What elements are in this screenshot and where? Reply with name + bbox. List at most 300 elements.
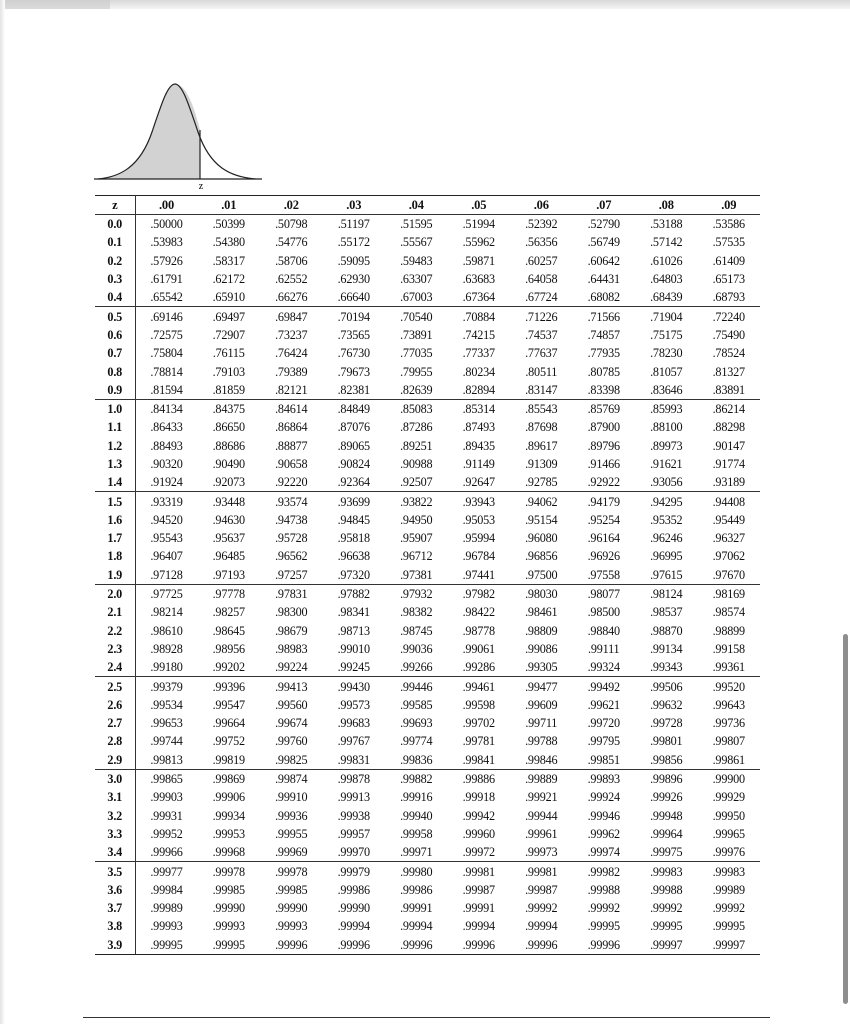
probability-cell: .72575 (150, 327, 183, 342)
probability-cell: .99942 (462, 808, 495, 823)
probability-cell: .50798 (275, 217, 308, 232)
z-value-cell: 2.3 (95, 640, 135, 658)
z-value-cell: 1.9 (95, 566, 135, 585)
probability-cell: .99989 (150, 901, 183, 916)
probability-cell: .97257 (275, 567, 308, 582)
table-row (95, 769, 760, 788)
column-header: .02 (260, 196, 323, 215)
probability-cell: .99882 (385, 769, 448, 788)
probability-cell: .99995 (712, 919, 745, 934)
probability-cell: .82121 (275, 382, 308, 397)
probability-cell: .53188 (650, 217, 683, 232)
probability-cell: .87900 (587, 420, 620, 435)
table-row (95, 677, 760, 696)
probability-cell: .94845 (337, 512, 370, 527)
z-value-cell: 3.9 (95, 936, 135, 955)
table-row (95, 233, 760, 251)
probability-cell: .58706 (275, 253, 308, 268)
table-row (95, 917, 760, 935)
z-value-cell: 1.0 (95, 399, 135, 418)
probability-cell: .99997 (635, 936, 698, 955)
probability-cell: .99958 (400, 826, 433, 841)
probability-cell: .85314 (448, 399, 511, 418)
probability-cell: .52790 (587, 217, 620, 232)
probability-cell: .95352 (650, 512, 683, 527)
probability-cell: .99674 (275, 716, 308, 731)
probability-cell: .74857 (587, 327, 620, 342)
header-row (95, 196, 760, 215)
probability-cell: .99061 (462, 641, 495, 656)
probability-cell: .99158 (712, 641, 745, 656)
probability-cell: .98341 (337, 605, 370, 620)
probability-cell: .99990 (212, 901, 245, 916)
probability-cell: .98124 (635, 584, 698, 603)
window-top-band (0, 0, 850, 9)
probability-cell: .99953 (212, 826, 245, 841)
probability-cell: .99921 (525, 790, 558, 805)
probability-cell: .64058 (525, 272, 558, 287)
table-row (95, 584, 760, 603)
probability-cell: .92073 (212, 475, 245, 490)
z-value-cell: 0.0 (95, 215, 135, 234)
probability-cell: .97441 (462, 567, 495, 582)
probability-cell: .99987 (462, 882, 495, 897)
probability-cell: .76424 (275, 346, 308, 361)
probability-cell: .99955 (275, 826, 308, 841)
table-row (95, 455, 760, 473)
probability-cell: .78230 (650, 346, 683, 361)
probability-cell: .99994 (462, 919, 495, 934)
z-marker-label: z (198, 181, 204, 192)
probability-cell: .94630 (212, 512, 245, 527)
probability-cell: .86214 (698, 399, 761, 418)
probability-cell: .99906 (212, 790, 245, 805)
probability-cell: .99957 (337, 826, 370, 841)
probability-cell: .95637 (212, 531, 245, 546)
probability-cell: .76115 (212, 346, 245, 361)
probability-cell: .57535 (712, 235, 745, 250)
z-value-cell: 0.6 (95, 326, 135, 344)
z-value-cell: 0.5 (95, 307, 135, 326)
probability-cell: .99520 (698, 677, 761, 696)
probability-cell: .97193 (212, 567, 245, 582)
probability-cell: .99994 (400, 919, 433, 934)
cumulative-normal-table (95, 195, 760, 955)
probability-cell: .99825 (275, 752, 308, 767)
probability-cell: .99952 (150, 826, 183, 841)
probability-cell: .81859 (212, 382, 245, 397)
probability-cell: .99851 (587, 752, 620, 767)
probability-cell: .93319 (135, 492, 198, 511)
probability-cell: .99988 (650, 882, 683, 897)
probability-cell: .96407 (150, 549, 183, 564)
probability-cell: .99936 (275, 808, 308, 823)
probability-cell: .73891 (400, 327, 433, 342)
probability-cell: .67724 (525, 290, 558, 305)
z-table (95, 195, 760, 955)
probability-cell: .91924 (150, 475, 183, 490)
probability-cell: .71226 (510, 307, 573, 326)
probability-cell: .99962 (587, 826, 620, 841)
probability-cell: .98030 (510, 584, 573, 603)
probability-cell: .99977 (135, 862, 198, 881)
z-value-cell: 0.9 (95, 381, 135, 400)
probability-cell: .82381 (337, 382, 370, 397)
probability-cell: .99946 (587, 808, 620, 823)
probability-cell: .99744 (150, 734, 183, 749)
probability-cell: .98645 (212, 623, 245, 638)
probability-cell: .87493 (462, 420, 495, 435)
probability-cell: .99993 (275, 919, 308, 934)
probability-cell: .92785 (525, 475, 558, 490)
probability-cell: .99878 (323, 769, 386, 788)
probability-cell: .55567 (400, 235, 433, 250)
probability-cell: .89251 (400, 438, 433, 453)
probability-cell: .77337 (462, 346, 495, 361)
probability-cell: .99913 (337, 790, 370, 805)
probability-cell: .99598 (462, 697, 495, 712)
probability-cell: .99989 (712, 882, 745, 897)
probability-cell: .80785 (587, 364, 620, 379)
z-value-cell: 2.2 (95, 622, 135, 640)
probability-cell: .51595 (400, 217, 433, 232)
probability-cell: .99978 (198, 862, 261, 881)
probability-cell: .99865 (135, 769, 198, 788)
probability-cell: .87698 (525, 420, 558, 435)
probability-cell: .59871 (462, 253, 495, 268)
table-row (95, 936, 760, 955)
probability-cell: .67003 (400, 290, 433, 305)
table-row (95, 511, 760, 529)
probability-cell: .95907 (400, 531, 433, 546)
table-row (95, 418, 760, 436)
probability-cell: .99886 (448, 769, 511, 788)
probability-cell: .98928 (150, 641, 183, 656)
probability-cell: .78524 (712, 346, 745, 361)
table-row (95, 344, 760, 362)
probability-cell: .67364 (462, 290, 495, 305)
probability-cell: .99987 (525, 882, 558, 897)
probability-cell: .57142 (650, 235, 683, 250)
probability-cell: .99990 (337, 901, 370, 916)
probability-cell: .93189 (712, 475, 745, 490)
probability-cell: .63683 (462, 272, 495, 287)
probability-cell: .89973 (650, 438, 683, 453)
probability-cell: .99728 (650, 716, 683, 731)
probability-cell: .99266 (400, 660, 433, 675)
probability-cell: .99446 (385, 677, 448, 696)
z-value-cell: 2.1 (95, 603, 135, 621)
probability-cell: .84614 (260, 399, 323, 418)
probability-cell: .98870 (650, 623, 683, 638)
probability-cell: .51197 (337, 217, 370, 232)
probability-cell: .96562 (275, 549, 308, 564)
probability-cell: .99430 (323, 677, 386, 696)
table-row (95, 658, 760, 677)
probability-cell: .99973 (525, 845, 558, 860)
z-value-cell: 1.1 (95, 418, 135, 436)
probability-cell: .99379 (135, 677, 198, 696)
probability-cell: .95154 (525, 512, 558, 527)
probability-cell: .59095 (337, 253, 370, 268)
probability-cell: .96995 (650, 549, 683, 564)
probability-cell: .93574 (260, 492, 323, 511)
probability-cell: .91309 (525, 457, 558, 471)
probability-cell: .99993 (150, 919, 183, 934)
probability-cell: .99560 (275, 697, 308, 712)
probability-cell: .99343 (650, 660, 683, 675)
probability-cell: .71566 (573, 307, 636, 326)
probability-cell: .97381 (400, 567, 433, 582)
column-header: .05 (448, 196, 511, 215)
probability-cell: .99807 (712, 734, 745, 749)
probability-cell: .69146 (135, 307, 198, 326)
probability-cell: .99986 (400, 882, 433, 897)
table-row (95, 288, 760, 307)
probability-cell: .98257 (212, 605, 245, 620)
probability-cell: .80234 (462, 364, 495, 379)
probability-cell: .70540 (385, 307, 448, 326)
probability-cell: .97932 (385, 584, 448, 603)
z-value-cell: 1.3 (95, 455, 135, 473)
table-row (95, 492, 760, 511)
probability-cell: .99869 (198, 769, 261, 788)
probability-cell: .86864 (275, 420, 308, 435)
probability-cell: .99413 (260, 677, 323, 696)
probability-cell: .99736 (712, 716, 745, 731)
probability-cell: .99180 (150, 660, 183, 675)
probability-cell: .94295 (635, 492, 698, 511)
probability-cell: .99993 (212, 919, 245, 934)
probability-cell: .99995 (650, 919, 683, 934)
probability-cell: .99966 (150, 845, 183, 860)
table-row (95, 326, 760, 344)
probability-cell: .77637 (525, 346, 558, 361)
probability-cell: .54380 (212, 235, 245, 250)
probability-cell: .68793 (712, 290, 745, 305)
probability-cell: .98899 (712, 623, 745, 638)
probability-cell: .99534 (150, 697, 183, 712)
probability-cell: .98983 (275, 641, 308, 656)
probability-cell: .77935 (587, 346, 620, 361)
probability-cell: .80511 (525, 364, 558, 379)
z-value-cell: 1.5 (95, 492, 135, 511)
probability-cell: .98169 (698, 584, 761, 603)
probability-cell: .56749 (587, 235, 620, 250)
probability-cell: .55172 (337, 235, 370, 250)
table-row (95, 437, 760, 455)
probability-cell: .93822 (385, 492, 448, 511)
z-value-cell: 0.2 (95, 252, 135, 270)
z-value-cell: 0.8 (95, 362, 135, 380)
probability-cell: .99506 (635, 677, 698, 696)
probability-cell: .98500 (587, 605, 620, 620)
probability-cell: .86650 (212, 420, 245, 435)
probability-cell: .50399 (212, 217, 245, 232)
probability-cell: .99918 (462, 790, 495, 805)
probability-cell: .63307 (400, 272, 433, 287)
probability-cell: .99900 (698, 769, 761, 788)
window-tab-shadow (0, 0, 110, 9)
probability-cell: .99991 (400, 901, 433, 916)
probability-cell: .95818 (337, 531, 370, 546)
probability-cell: .96856 (525, 549, 558, 564)
probability-cell: .99969 (275, 845, 308, 860)
probability-cell: .99202 (212, 660, 245, 675)
z-value-cell: 3.6 (95, 881, 135, 899)
probability-cell: .99995 (135, 936, 198, 955)
probability-cell: .85993 (635, 399, 698, 418)
probability-cell: .69847 (260, 307, 323, 326)
probability-cell: .50000 (150, 217, 183, 232)
z-value-cell: 0.4 (95, 288, 135, 307)
probability-cell: .99965 (712, 826, 745, 841)
probability-cell: .79103 (212, 364, 245, 379)
probability-cell: .78814 (150, 364, 183, 379)
probability-cell: .99938 (337, 808, 370, 823)
probability-cell: .99990 (275, 901, 308, 916)
probability-cell: .99983 (698, 862, 761, 881)
probability-cell: .99910 (275, 790, 308, 805)
probability-cell: .98809 (525, 623, 558, 638)
probability-cell: .99609 (525, 697, 558, 712)
probability-cell: .82639 (400, 382, 433, 397)
probability-cell: .72907 (212, 327, 245, 342)
z-value-cell: 1.7 (95, 529, 135, 547)
table-body (95, 215, 760, 955)
probability-cell: .88298 (712, 420, 745, 435)
probability-cell: .94179 (573, 492, 636, 511)
probability-cell: .90147 (712, 438, 745, 453)
probability-cell: .99997 (698, 936, 761, 955)
probability-cell: .99975 (650, 845, 683, 860)
probability-cell: .98537 (650, 605, 683, 620)
z-value-cell: 3.4 (95, 843, 135, 862)
probability-cell: .99976 (712, 845, 745, 860)
probability-cell: .95994 (462, 531, 495, 546)
probability-cell: .91774 (712, 457, 745, 471)
z-value-cell: 1.4 (95, 473, 135, 492)
z-value-cell: 2.8 (95, 732, 135, 750)
probability-cell: .94408 (698, 492, 761, 511)
probability-cell: .75490 (712, 327, 745, 342)
z-value-cell: 1.6 (95, 511, 135, 529)
probability-cell: .93943 (448, 492, 511, 511)
probability-cell: .99492 (573, 677, 636, 696)
probability-cell: .99245 (337, 660, 370, 675)
probability-cell: .95543 (150, 531, 183, 546)
probability-cell: .99924 (587, 790, 620, 805)
table-row (95, 862, 760, 881)
probability-cell: .96080 (525, 531, 558, 546)
table-row (95, 807, 760, 825)
probability-cell: .99324 (587, 660, 620, 675)
table-row (95, 732, 760, 750)
probability-cell: .99547 (212, 697, 245, 712)
probability-cell: .98422 (462, 605, 495, 620)
probability-cell: .96327 (712, 531, 745, 546)
probability-cell: .96784 (462, 549, 495, 564)
probability-cell: .96246 (650, 531, 683, 546)
table-row (95, 566, 760, 585)
probability-cell: .99893 (573, 769, 636, 788)
probability-cell: .96164 (587, 531, 620, 546)
probability-cell: .99767 (337, 734, 370, 749)
probability-cell: .99983 (635, 862, 698, 881)
probability-cell: .98679 (275, 623, 308, 638)
probability-cell: .66640 (337, 290, 370, 305)
probability-cell: .99996 (260, 936, 323, 955)
probability-cell: .99896 (635, 769, 698, 788)
z-value-cell: 3.2 (95, 807, 135, 825)
scrollbar[interactable] (843, 634, 848, 1004)
table-row (95, 751, 760, 770)
probability-cell: .99974 (587, 845, 620, 860)
probability-cell: .94950 (400, 512, 433, 527)
probability-cell: .99991 (462, 901, 495, 916)
probability-cell: .96485 (212, 549, 245, 564)
z-value-cell: 2.4 (95, 658, 135, 677)
probability-cell: .98778 (462, 623, 495, 638)
probability-cell: .75804 (150, 346, 183, 361)
probability-cell: .84849 (323, 399, 386, 418)
probability-cell: .99752 (212, 734, 245, 749)
probability-cell: .99996 (385, 936, 448, 955)
probability-cell: .92364 (337, 475, 370, 490)
probability-cell: .81327 (712, 364, 745, 379)
probability-cell: .99992 (587, 901, 620, 916)
probability-cell: .89796 (587, 438, 620, 453)
table-row (95, 640, 760, 658)
probability-cell: .99760 (275, 734, 308, 749)
probability-cell: .85769 (573, 399, 636, 418)
probability-cell: .99781 (462, 734, 495, 749)
z-value-cell: 0.3 (95, 270, 135, 288)
probability-cell: .99134 (650, 641, 683, 656)
table-row (95, 362, 760, 380)
probability-cell: .99036 (400, 641, 433, 656)
probability-cell: .99982 (573, 862, 636, 881)
probability-cell: .99286 (462, 660, 495, 675)
column-header: .04 (385, 196, 448, 215)
column-header: .00 (135, 196, 198, 215)
probability-cell: .99981 (448, 862, 511, 881)
probability-cell: .99995 (587, 919, 620, 934)
probability-cell: .94062 (510, 492, 573, 511)
probability-cell: .99916 (400, 790, 433, 805)
probability-cell: .99632 (650, 697, 683, 712)
page-bottom-rule (83, 1017, 770, 1018)
probability-cell: .99861 (712, 752, 745, 767)
probability-cell: .99961 (525, 826, 558, 841)
probability-cell: .72240 (698, 307, 761, 326)
table-row (95, 899, 760, 917)
probability-cell: .88686 (212, 438, 245, 453)
probability-cell: .56356 (525, 235, 558, 250)
probability-cell: .68082 (587, 290, 620, 305)
probability-cell: .57926 (150, 253, 183, 268)
shaded-area (98, 84, 200, 179)
probability-cell: .62172 (212, 272, 245, 287)
probability-cell: .69497 (198, 307, 261, 326)
probability-cell: .70884 (448, 307, 511, 326)
probability-cell: .81057 (650, 364, 683, 379)
table-row (95, 825, 760, 843)
probability-cell: .99996 (323, 936, 386, 955)
probability-cell: .99970 (337, 845, 370, 860)
probability-cell: .93448 (198, 492, 261, 511)
probability-cell: .64431 (587, 272, 620, 287)
